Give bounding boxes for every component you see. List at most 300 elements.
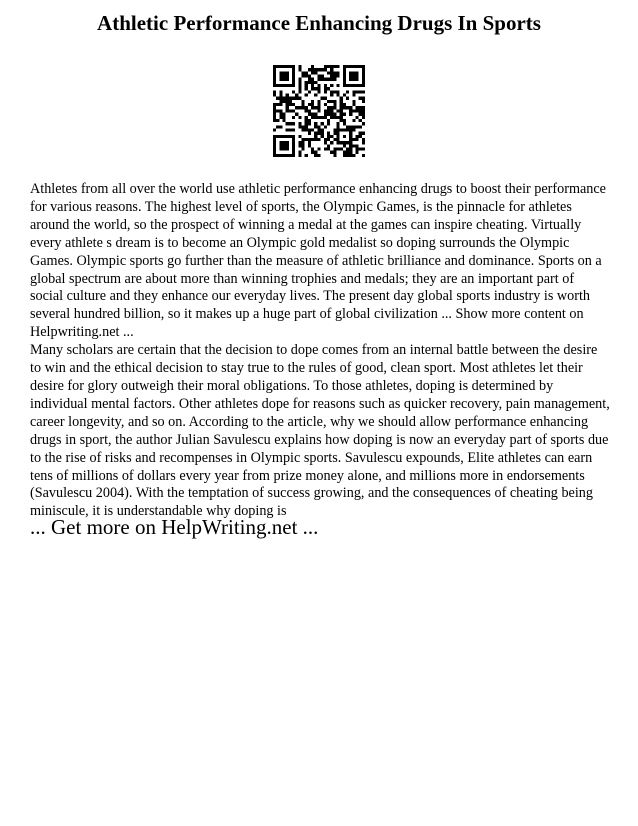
qr-module xyxy=(324,109,327,112)
qr-module xyxy=(355,106,358,109)
qr-module xyxy=(317,116,320,119)
qr-module xyxy=(343,151,346,154)
qr-module xyxy=(314,116,317,119)
qr-module xyxy=(302,125,305,128)
qr-module xyxy=(330,135,333,138)
qr-module xyxy=(336,65,339,68)
qr-module xyxy=(279,141,282,144)
qr-module xyxy=(302,71,305,74)
qr-module xyxy=(362,113,365,116)
qr-module xyxy=(359,135,362,138)
qr-module xyxy=(352,138,355,141)
qr-module xyxy=(305,138,308,141)
qr-module xyxy=(298,78,301,81)
qr-module xyxy=(311,106,314,109)
qr-module xyxy=(343,113,346,116)
qr-module xyxy=(355,138,358,141)
qr-module xyxy=(292,154,295,157)
qr-module xyxy=(283,147,286,150)
qr-module xyxy=(340,109,343,112)
qr-module xyxy=(355,84,358,87)
qr-module xyxy=(283,119,286,122)
qr-module xyxy=(340,100,343,103)
qr-module xyxy=(279,125,282,128)
qr-module xyxy=(311,71,314,74)
qr-module xyxy=(305,122,308,125)
qr-module xyxy=(317,147,320,150)
qr-module xyxy=(362,100,365,103)
qr-module xyxy=(336,147,339,150)
qr-module xyxy=(279,109,282,112)
qr-module xyxy=(314,87,317,90)
qr-module xyxy=(321,116,324,119)
paragraph: Athletes from all over the world use athletic performance enhancing drugs to boost their performance for various reasons. The highest level of sports, the Olympic Games, is the pinnacle for athletes around the world, so the prospect of winning a medal at the games can inspire cheating. Virtually every athlete s dream is to become an Olympic gold medalist so doping surrounds the Olympic Games. Olympic sports go further than the measure of athletic brilliance and dominance. Sports on a global spectrum are about more than winning trophies and medals; they are an important part of social culture and they enhance our everyday lives. The present day global sports industry is worth several hundred billion, so it makes up a huge part of global civilization ... Show more content on Helpwriting.net ... xyxy=(30,181,606,341)
qr-module xyxy=(302,75,305,78)
qr-module xyxy=(283,116,286,119)
qr-module xyxy=(311,68,314,71)
qr-module xyxy=(349,154,352,157)
qr-module xyxy=(340,106,343,109)
qr-module xyxy=(298,135,301,138)
qr-module xyxy=(279,147,282,150)
qr-module xyxy=(330,84,333,87)
qr-module xyxy=(308,68,311,71)
qr-module xyxy=(298,84,301,87)
qr-module xyxy=(336,116,339,119)
qr-module xyxy=(311,100,314,103)
qr-module xyxy=(317,106,320,109)
qr-module xyxy=(289,100,292,103)
qr-module xyxy=(321,97,324,100)
qr-module xyxy=(336,71,339,74)
qr-module xyxy=(346,151,349,154)
qr-module xyxy=(279,71,282,74)
qr-module xyxy=(349,141,352,144)
qr-module xyxy=(283,78,286,81)
qr-module xyxy=(346,125,349,128)
qr-module xyxy=(343,154,346,157)
qr-module xyxy=(324,147,327,150)
qr-module xyxy=(302,141,305,144)
qr-module xyxy=(286,78,289,81)
qr-module xyxy=(352,78,355,81)
qr-module xyxy=(362,109,365,112)
qr-module xyxy=(362,68,365,71)
qr-module xyxy=(340,141,343,144)
qr-module xyxy=(298,125,301,128)
qr-module xyxy=(292,97,295,100)
qr-module xyxy=(333,132,336,135)
qr-module xyxy=(352,125,355,128)
qr-module xyxy=(283,141,286,144)
qr-module xyxy=(302,144,305,147)
qr-module xyxy=(333,100,336,103)
qr-module xyxy=(273,68,276,71)
qr-module xyxy=(276,119,279,122)
qr-module xyxy=(276,109,279,112)
qr-module xyxy=(355,125,358,128)
qr-module xyxy=(355,144,358,147)
qr-module xyxy=(355,90,358,93)
qr-module xyxy=(346,65,349,68)
qr-module xyxy=(314,71,317,74)
qr-module xyxy=(292,138,295,141)
qr-module xyxy=(327,119,330,122)
qr-module xyxy=(314,138,317,141)
qr-module xyxy=(317,138,320,141)
qr-module xyxy=(289,97,292,100)
qr-module xyxy=(273,94,276,97)
qr-module xyxy=(340,147,343,150)
qr-module xyxy=(343,103,346,106)
qr-module xyxy=(340,97,343,100)
qr-module xyxy=(349,71,352,74)
qr-module xyxy=(276,97,279,100)
qr-module xyxy=(292,65,295,68)
qr-module xyxy=(317,128,320,131)
qr-module xyxy=(362,90,365,93)
qr-module xyxy=(289,128,292,131)
qr-module xyxy=(352,109,355,112)
qr-module xyxy=(308,128,311,131)
qr-module xyxy=(362,84,365,87)
qr-module xyxy=(305,81,308,84)
qr-module xyxy=(302,103,305,106)
qr-module xyxy=(298,154,301,157)
qr-module xyxy=(324,138,327,141)
qr-module xyxy=(359,84,362,87)
qr-module xyxy=(305,94,308,97)
qr-module xyxy=(333,151,336,154)
qr-code-graphic xyxy=(273,65,365,157)
qr-module xyxy=(273,119,276,122)
qr-module xyxy=(324,113,327,116)
qr-module xyxy=(311,78,314,81)
qr-module xyxy=(317,109,320,112)
qr-module xyxy=(292,78,295,81)
qr-module xyxy=(279,78,282,81)
qr-module xyxy=(343,119,346,122)
qr-module xyxy=(330,151,333,154)
qr-module xyxy=(333,128,336,131)
qr-module xyxy=(362,78,365,81)
qr-module xyxy=(302,100,305,103)
qr-module xyxy=(343,141,346,144)
qr-module xyxy=(292,147,295,150)
qr-module xyxy=(330,113,333,116)
qr-module xyxy=(298,106,301,109)
qr-module xyxy=(305,125,308,128)
qr-module xyxy=(336,132,339,135)
qr-module xyxy=(330,109,333,112)
qr-module xyxy=(346,84,349,87)
qr-module xyxy=(321,128,324,131)
qr-module xyxy=(279,75,282,78)
qr-module xyxy=(286,109,289,112)
qr-module xyxy=(273,141,276,144)
qr-module xyxy=(327,78,330,81)
qr-module xyxy=(311,103,314,106)
qr-module xyxy=(283,65,286,68)
qr-module xyxy=(292,135,295,138)
qr-module xyxy=(317,90,320,93)
qr-module xyxy=(333,106,336,109)
qr-module xyxy=(279,116,282,119)
qr-module xyxy=(314,125,317,128)
qr-module xyxy=(317,125,320,128)
qr-module xyxy=(362,81,365,84)
qr-module xyxy=(289,103,292,106)
qr-module xyxy=(305,119,308,122)
qr-module xyxy=(308,119,311,122)
qr-module xyxy=(308,75,311,78)
qr-module xyxy=(346,128,349,131)
qr-module xyxy=(273,154,276,157)
qr-module xyxy=(308,81,311,84)
qr-module xyxy=(286,147,289,150)
qr-module xyxy=(292,141,295,144)
qr-module xyxy=(355,78,358,81)
qr-module xyxy=(286,84,289,87)
qr-module xyxy=(317,68,320,71)
qr-module xyxy=(349,138,352,141)
qr-module xyxy=(314,113,317,116)
qr-module xyxy=(317,75,320,78)
qr-module xyxy=(362,71,365,74)
qr-module xyxy=(359,113,362,116)
qr-module xyxy=(283,135,286,138)
qr-module xyxy=(314,68,317,71)
qr-module xyxy=(343,68,346,71)
qr-module xyxy=(352,84,355,87)
qr-module xyxy=(276,103,279,106)
qr-module xyxy=(273,75,276,78)
qr-module xyxy=(327,135,330,138)
qr-module xyxy=(321,122,324,125)
qr-module xyxy=(359,125,362,128)
qr-module xyxy=(355,71,358,74)
qr-module xyxy=(314,135,317,138)
qr-module xyxy=(292,68,295,71)
qr-module xyxy=(343,84,346,87)
qr-module xyxy=(279,97,282,100)
qr-module xyxy=(352,103,355,106)
qr-module xyxy=(298,65,301,68)
qr-module xyxy=(349,147,352,150)
qr-module xyxy=(324,90,327,93)
qr-module xyxy=(343,71,346,74)
qr-module xyxy=(352,75,355,78)
qr-module xyxy=(349,132,352,135)
qr-module xyxy=(298,81,301,84)
qr-module xyxy=(283,113,286,116)
qr-module xyxy=(286,97,289,100)
qr-module xyxy=(333,75,336,78)
qr-module xyxy=(308,103,311,106)
qr-module xyxy=(333,138,336,141)
qr-module xyxy=(289,154,292,157)
qr-module xyxy=(336,109,339,112)
qr-module xyxy=(302,128,305,131)
qr-module xyxy=(273,109,276,112)
qr-module xyxy=(352,100,355,103)
qr-module xyxy=(298,90,301,93)
qr-module xyxy=(333,147,336,150)
qr-module xyxy=(292,128,295,131)
qr-module xyxy=(343,128,346,131)
qr-module xyxy=(292,103,295,106)
qr-module xyxy=(349,109,352,112)
get-more-link[interactable]: ... Get more on HelpWriting.net ... xyxy=(30,515,319,539)
qr-module xyxy=(317,154,320,157)
qr-module xyxy=(327,147,330,150)
qr-module xyxy=(333,71,336,74)
qr-module xyxy=(317,132,320,135)
qr-module xyxy=(359,119,362,122)
qr-module xyxy=(333,113,336,116)
qr-module xyxy=(343,81,346,84)
qr-module xyxy=(327,109,330,112)
paragraph: Many scholars are certain that the decision to dope comes from an internal battle between the desire to win and the ethical decision to stay true to the rules of good, clean sport. Most athletes let their desire for glory outweigh their moral obligations. To those athletes, doping is determined by individual mental factors. Other athletes dope for reasons such as quicker recovery, pain management, career longevity, and so on. According to the article, why we should allow performance enhancing drugs in sport, the author Julian Savulescu explains how doping is now an everyday part of sports due to the rise of risks and recompenses in Olympic sports. Savulescu expounds, Elite athletes can earn tens of millions of dollars every year from prize money alone, and millions more in endorsements (Savulescu 2004). With the temptation of success growing, and the consequences of cheating being miniscule, it is understandable why doping is xyxy=(30,342,610,520)
qr-module xyxy=(298,144,301,147)
qr-module xyxy=(340,113,343,116)
qr-module xyxy=(302,106,305,109)
qr-module xyxy=(308,113,311,116)
qr-module xyxy=(362,147,365,150)
qr-module xyxy=(352,65,355,68)
qr-module xyxy=(330,68,333,71)
qr-module xyxy=(327,87,330,90)
qr-module xyxy=(311,116,314,119)
qr-module xyxy=(336,84,339,87)
qr-module xyxy=(292,122,295,125)
qr-module xyxy=(314,154,317,157)
qr-module xyxy=(279,154,282,157)
qr-module xyxy=(346,106,349,109)
qr-module xyxy=(298,87,301,90)
qr-module xyxy=(273,81,276,84)
qr-module xyxy=(336,75,339,78)
qr-module xyxy=(355,65,358,68)
qr-module xyxy=(286,141,289,144)
qr-module xyxy=(346,90,349,93)
qr-module xyxy=(359,106,362,109)
qr-module xyxy=(308,132,311,135)
qr-module xyxy=(305,87,308,90)
qr-module xyxy=(336,138,339,141)
qr-module xyxy=(321,135,324,138)
qr-module xyxy=(349,128,352,131)
qr-module xyxy=(305,154,308,157)
qr-module xyxy=(362,106,365,109)
qr-module xyxy=(305,128,308,131)
qr-module xyxy=(298,141,301,144)
qr-module xyxy=(273,84,276,87)
qr-module xyxy=(330,71,333,74)
qr-module xyxy=(349,144,352,147)
qr-module xyxy=(279,94,282,97)
qr-module xyxy=(355,147,358,150)
qr-module xyxy=(317,100,320,103)
qr-module xyxy=(317,103,320,106)
qr-module xyxy=(311,147,314,150)
qr-module xyxy=(286,128,289,131)
qr-module xyxy=(343,65,346,68)
qr-module xyxy=(346,147,349,150)
qr-module xyxy=(311,138,314,141)
qr-module xyxy=(273,128,276,131)
qr-module xyxy=(324,78,327,81)
qr-module xyxy=(314,106,317,109)
qr-module xyxy=(286,106,289,109)
qr-module xyxy=(355,109,358,112)
qr-module xyxy=(336,122,339,125)
qr-module xyxy=(292,75,295,78)
qr-module xyxy=(336,94,339,97)
qr-module xyxy=(298,116,301,119)
qr-module xyxy=(349,125,352,128)
qr-module xyxy=(359,97,362,100)
qr-module xyxy=(273,71,276,74)
qr-module xyxy=(295,113,298,116)
qr-module xyxy=(333,78,336,81)
qr-module xyxy=(276,65,279,68)
qr-module xyxy=(330,90,333,93)
qr-module xyxy=(317,84,320,87)
qr-module xyxy=(305,109,308,112)
qr-module xyxy=(276,84,279,87)
qr-module xyxy=(352,144,355,147)
qr-module xyxy=(286,94,289,97)
qr-module xyxy=(327,122,330,125)
qr-module xyxy=(286,154,289,157)
qr-module xyxy=(362,75,365,78)
qr-module xyxy=(333,103,336,106)
qr-module xyxy=(327,132,330,135)
qr-module xyxy=(336,141,339,144)
qr-module xyxy=(314,94,317,97)
qr-module xyxy=(283,75,286,78)
qr-module xyxy=(352,90,355,93)
qr-module xyxy=(343,78,346,81)
qr-module xyxy=(289,65,292,68)
qr-module xyxy=(343,75,346,78)
qr-module xyxy=(330,75,333,78)
qr-module xyxy=(330,100,333,103)
qr-module xyxy=(305,75,308,78)
qr-module xyxy=(352,94,355,97)
qr-module xyxy=(352,154,355,157)
qr-module xyxy=(273,113,276,116)
qr-module xyxy=(355,75,358,78)
qr-module xyxy=(273,78,276,81)
qr-module xyxy=(324,68,327,71)
qr-module xyxy=(340,128,343,131)
qr-module xyxy=(330,106,333,109)
qr-module xyxy=(279,113,282,116)
qr-module xyxy=(324,141,327,144)
qr-module xyxy=(298,122,301,125)
qr-module xyxy=(324,65,327,68)
page-title: Athletic Performance Enhancing Drugs In Sports xyxy=(97,11,541,35)
qr-module xyxy=(311,87,314,90)
qr-module xyxy=(349,84,352,87)
qr-module xyxy=(327,106,330,109)
qr-module xyxy=(349,135,352,138)
qr-module xyxy=(330,94,333,97)
qr-module xyxy=(343,135,346,138)
qr-module xyxy=(336,128,339,131)
